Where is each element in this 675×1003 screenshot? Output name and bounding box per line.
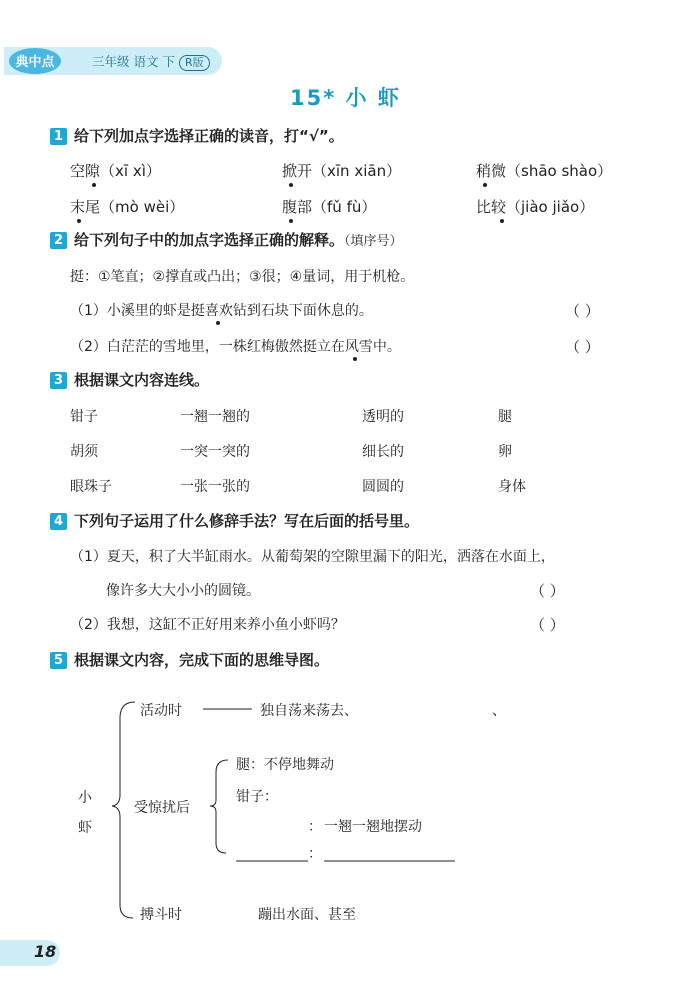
q1-item-2: 掀开（xīn xiān） xyxy=(282,162,402,180)
header-grade: 三年级 语文 下 R版 xyxy=(92,52,210,71)
q2-number: 2 xyxy=(50,232,67,249)
svg-text:典中点: 典中点 xyxy=(15,55,55,70)
q3-col3-item: 透明的 xyxy=(362,409,404,425)
q1-item-4: 末尾（mò wèi） xyxy=(70,198,185,216)
mindmap-fight-text: 蹦出水面、甚至 xyxy=(258,907,356,923)
q4-prompt: 下列句子运用了什么修辞手法？写在后面的括号里。 xyxy=(74,512,420,530)
q3-number: 3 xyxy=(50,372,67,389)
q1-item-6: 比较（jiào jiǎo） xyxy=(476,198,595,216)
q4-answer-2[interactable]: （ ） xyxy=(530,616,565,634)
mindmap-leg: 腿：不停地舞动 xyxy=(236,757,334,773)
mindmap-tail-motion: 一翘一翘地摆动 xyxy=(324,819,422,835)
q3-col2-item: 一张一张的 xyxy=(180,479,250,495)
page-title: 15* 小 虾 xyxy=(290,86,401,110)
q2-sentence-2: （2）白茫茫的雪地里，一株红梅傲然挺立在风雪中。 xyxy=(70,339,401,355)
q3-col3-item: 圆圆的 xyxy=(362,479,404,495)
q3-col4-item: 身体 xyxy=(498,479,526,495)
mindmap-root-char-2: 虾 xyxy=(78,820,92,836)
mindmap-branch-fight: 搏斗时 xyxy=(140,907,182,923)
q4-sentence-1-line2: 像许多大大小小的圆镜。 xyxy=(106,583,260,599)
q1-item-5: 腹部（fǔ fù） xyxy=(282,198,377,216)
q5-prompt: 根据课文内容，完成下面的思维导图。 xyxy=(74,651,330,669)
q3-col4-item: 卵 xyxy=(498,444,512,460)
page-number: 18 xyxy=(34,942,57,961)
q4-sentence-1-line1: （1）夏天，积了大半缸雨水。从葡萄架的空隙里漏下的阳光，洒落在水面上， xyxy=(70,549,555,565)
mindmap-colon-2: ： xyxy=(308,846,322,862)
q3-col4-item: 腿 xyxy=(498,409,512,425)
mindmap-activity-tail: 、 xyxy=(492,703,506,719)
q1-item-1: 空隙（xī xì） xyxy=(70,162,161,180)
q3-col1-item: 钳子 xyxy=(70,409,98,425)
mindmap-branch-activity: 活动时 xyxy=(140,703,182,719)
q5-number: 5 xyxy=(50,652,67,669)
q3-col2-item: 一翘一翘的 xyxy=(180,409,250,425)
q3-col1-item: 眼珠子 xyxy=(70,479,112,495)
q2-definition: 挺：①笔直；②撑直或凸出；③很；④量词，用于机枪。 xyxy=(70,269,415,285)
mindmap-root-char-1: 小 xyxy=(78,790,92,806)
q2-answer-2[interactable]: （ ） xyxy=(565,338,600,356)
mindmap-branch-startled: 受惊扰后 xyxy=(134,800,190,816)
mindmap-claw: 钳子： xyxy=(236,789,278,805)
mindmap-activity-text: 独自荡来荡去、 xyxy=(260,703,358,719)
mindmap-colon-1: ： xyxy=(308,819,322,835)
q4-number: 4 xyxy=(50,513,67,530)
q1-number: 1 xyxy=(50,128,67,145)
q4-answer-1[interactable]: （ ） xyxy=(530,582,565,600)
q3-prompt: 根据课文内容连线。 xyxy=(74,371,210,389)
q1-item-3: 稍微（shāo shào） xyxy=(476,162,613,180)
q3-col3-item: 细长的 xyxy=(362,444,404,460)
q2-answer-1[interactable]: （ ） xyxy=(565,302,600,320)
edition-badge: R版 xyxy=(179,55,210,71)
q3-col2-item: 一突一突的 xyxy=(180,444,250,460)
q2-prompt: 给下列句子中的加点字选择正确的解释。（填序号） xyxy=(74,231,403,249)
q3-col1-item: 胡须 xyxy=(70,444,98,460)
q1-prompt: 给下列加点字选择正确的读音，打“√”。 xyxy=(74,127,344,145)
q4-sentence-2: （2）我想，这缸不正好用来养小鱼小虾吗？ xyxy=(70,617,345,633)
q2-sentence-1: （1）小溪里的虾是挺喜欢钻到石块下面休息的。 xyxy=(70,303,373,319)
